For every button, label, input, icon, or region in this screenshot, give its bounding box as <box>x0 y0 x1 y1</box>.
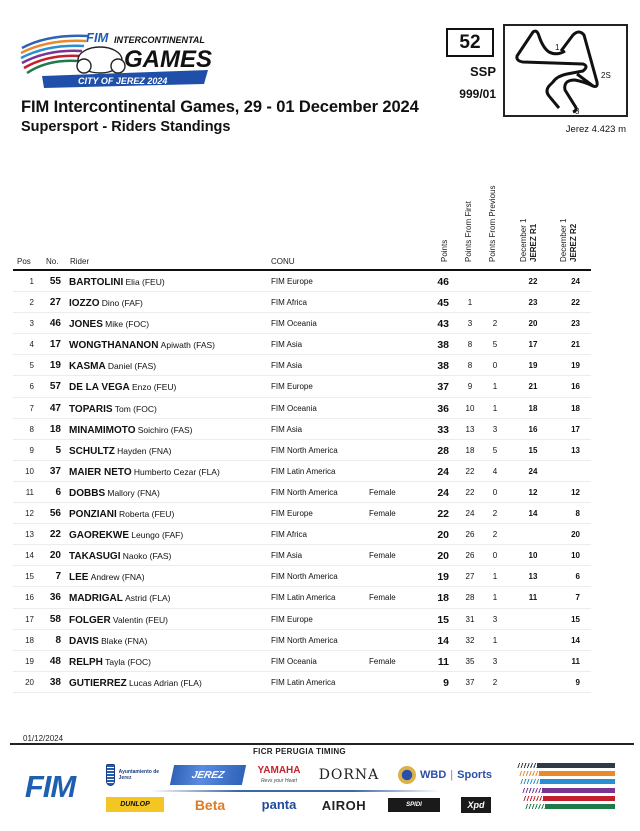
rider-last-name: JONES <box>69 319 103 331</box>
rider-first-name-federation: Roberta (FEU) <box>119 509 175 520</box>
row-points-from-previous: 3 <box>492 614 498 624</box>
table-row <box>13 440 591 461</box>
row-rider <box>69 467 220 478</box>
row-jerez-r2: 10 <box>571 551 580 561</box>
row-rider <box>69 530 183 541</box>
row-number: 38 <box>49 676 61 688</box>
row-points: 37 <box>437 381 449 394</box>
table-row <box>13 545 591 566</box>
row-points-from-first: 13 <box>465 424 475 434</box>
row-points: 38 <box>437 360 449 373</box>
row-points-from-first: 32 <box>465 635 475 645</box>
logo-fim-text: FIM <box>86 30 109 45</box>
row-points-from-first: 28 <box>465 593 475 603</box>
timing-provider: FICR PERUGIA TIMING <box>253 747 346 756</box>
row-position: 4 <box>29 340 34 350</box>
row-position: 20 <box>25 677 34 687</box>
row-conu: FIM Oceania <box>271 319 317 329</box>
row-rider <box>69 657 151 668</box>
row-rider <box>69 678 202 689</box>
row-jerez-r1: 23 <box>528 298 538 308</box>
row-points-from-first: 22 <box>465 466 475 476</box>
sponsor-panta: panta <box>261 797 297 812</box>
rider-first-name-federation: Hayden (FNA) <box>117 445 172 456</box>
table-row <box>13 651 591 672</box>
table-row <box>13 355 591 376</box>
row-jerez-r1: 18 <box>528 403 538 413</box>
row-jerez-r1: 12 <box>528 487 538 497</box>
row-points: 36 <box>437 402 449 415</box>
rider-last-name: SCHULTZ <box>69 445 115 457</box>
row-rider <box>69 572 145 583</box>
track-layout-icon <box>505 26 626 115</box>
row-points-from-previous: 4 <box>492 466 498 476</box>
rider-last-name: DE LA VEGA <box>69 382 130 394</box>
rider-first-name-federation: Blake (FNA) <box>101 635 148 646</box>
row-number: 56 <box>49 508 61 520</box>
row-jerez-r1: 13 <box>528 572 538 582</box>
table-row <box>13 271 591 292</box>
sponsor-dunlop: DUNLOP <box>106 797 164 812</box>
row-jerez-r2: 16 <box>571 382 580 392</box>
row-rider <box>69 488 160 499</box>
rider-first-name-federation: Mallory (FNA) <box>107 487 160 498</box>
row-points: 18 <box>437 592 449 605</box>
row-number: 27 <box>49 297 61 309</box>
sponsor-wbd-label: WBD <box>420 769 447 781</box>
row-jerez-r2: 9 <box>575 677 580 687</box>
row-points-from-previous: 0 <box>492 487 498 497</box>
row-jerez-r2: 12 <box>571 487 580 497</box>
sponsor-dorna: DORNA <box>318 767 380 783</box>
page-title: FIM Intercontinental Games, 29 - 01 December 2024 <box>21 98 419 116</box>
col-header-r1-name: JEREZ R1 <box>529 223 538 262</box>
row-category: Female <box>369 551 396 561</box>
rider-last-name: MAIER NETO <box>69 466 132 478</box>
row-points: 45 <box>437 297 449 310</box>
row-category: Female <box>369 509 396 519</box>
col-header-no: No. <box>46 257 59 266</box>
sponsor-yamaha-tagline: Revs your Heart <box>260 778 298 784</box>
row-jerez-r1: 11 <box>528 593 538 603</box>
row-points-from-previous: 2 <box>492 509 498 519</box>
rider-first-name-federation: Daniel (FAS) <box>107 361 157 372</box>
row-points-from-previous: 1 <box>492 382 498 392</box>
row-number: 58 <box>49 613 61 625</box>
row-category: Female <box>369 593 396 603</box>
row-points-from-previous: 0 <box>492 361 498 371</box>
games-logo-graphic <box>18 26 212 90</box>
table-row <box>13 376 591 397</box>
row-position: 16 <box>25 593 34 603</box>
row-rider <box>69 361 156 372</box>
color-stripe <box>523 796 615 801</box>
row-jerez-r2: 18 <box>571 403 580 413</box>
row-number: 20 <box>49 550 61 562</box>
row-position: 8 <box>29 424 34 434</box>
col-header-pos: Pos <box>17 257 31 266</box>
row-number: 37 <box>49 465 61 477</box>
rider-last-name: LEE <box>69 572 89 584</box>
row-points: 43 <box>437 318 449 331</box>
row-points-from-first: 26 <box>465 551 475 561</box>
turn-label-1: 1 <box>555 43 560 52</box>
row-conu: FIM North America <box>271 635 338 645</box>
row-points: 24 <box>437 465 449 478</box>
color-stripe <box>519 771 616 776</box>
row-rider <box>69 382 176 393</box>
row-points-from-previous: 2 <box>492 677 498 687</box>
row-points-from-first: 27 <box>465 572 475 582</box>
rider-first-name-federation: Soichiro (FAS) <box>137 424 193 435</box>
rider-last-name: TAKASUGI <box>69 551 121 563</box>
row-jerez-r2: 22 <box>571 298 580 308</box>
sponsor-circuito-jerez: JEREZ <box>170 765 246 785</box>
row-number: 18 <box>49 423 61 435</box>
row-category: Female <box>369 487 396 497</box>
row-rider <box>69 319 149 330</box>
sponsor-ayuntamiento <box>106 763 164 787</box>
logo-city-text: CITY OF JEREZ 2024 <box>78 76 168 86</box>
row-points-from-first: 35 <box>465 656 475 666</box>
track-length: Jerez 4.423 m <box>565 124 626 135</box>
rider-last-name: PONZIANI <box>69 509 117 521</box>
sponsor-separator <box>150 790 440 792</box>
row-points: 20 <box>437 550 449 563</box>
rider-first-name-federation: Enzo (FEU) <box>131 382 177 393</box>
row-rider <box>69 509 174 520</box>
row-rider <box>69 298 143 309</box>
row-number: 47 <box>49 402 61 414</box>
rider-last-name: GUTIERREZ <box>69 677 127 689</box>
row-conu: FIM North America <box>271 487 338 497</box>
table-row <box>13 587 591 608</box>
row-jerez-r2: 14 <box>571 635 580 645</box>
row-conu: FIM North America <box>271 572 338 582</box>
rider-last-name: KASMA <box>69 361 106 373</box>
standings-table <box>13 271 591 693</box>
row-points-from-previous: 2 <box>492 530 498 540</box>
color-stripe <box>517 763 615 768</box>
rider-last-name: RELPH <box>69 656 103 668</box>
row-conu: FIM Africa <box>271 298 308 308</box>
rider-first-name-federation: Tayla (FOC) <box>105 656 151 667</box>
row-category: Female <box>369 656 396 666</box>
row-points-from-previous: 5 <box>492 340 498 350</box>
row-points-from-previous: 1 <box>492 593 498 603</box>
row-conu: FIM Latin America <box>271 466 336 476</box>
row-conu: FIM Asia <box>271 361 303 371</box>
table-row <box>13 419 591 440</box>
row-conu: FIM Asia <box>271 424 303 434</box>
row-conu: FIM Asia <box>271 551 303 561</box>
row-points-from-previous: 2 <box>492 319 498 329</box>
row-position: 10 <box>25 466 34 476</box>
row-number: 17 <box>49 339 61 351</box>
class-label: SSP <box>469 64 496 79</box>
row-conu: FIM Europe <box>271 509 313 519</box>
continent-stripes <box>517 763 615 813</box>
sponsor-beta: Beta <box>194 796 226 813</box>
rider-last-name: MADRIGAL <box>69 593 123 605</box>
row-position: 2 <box>29 298 34 308</box>
rider-last-name: WONGTHANANON <box>69 340 159 352</box>
row-number: 36 <box>49 592 61 604</box>
row-conu: FIM North America <box>271 445 338 455</box>
rider-last-name: MINAMIMOTO <box>69 424 136 436</box>
rider-first-name-federation: Elia (FEU) <box>125 277 165 287</box>
table-row <box>13 334 591 355</box>
row-points: 22 <box>437 508 449 521</box>
row-conu: FIM Africa <box>271 530 308 540</box>
row-points-from-first: 31 <box>465 614 475 624</box>
row-conu: FIM Latin America <box>271 677 336 687</box>
row-number: 48 <box>49 655 61 667</box>
row-number: 5 <box>55 444 61 456</box>
col-header-points-from-previous: Points From Previous <box>488 185 497 262</box>
row-points-from-previous: 3 <box>492 424 498 434</box>
row-points: 15 <box>437 613 449 626</box>
row-number: 19 <box>49 360 61 372</box>
footer-date: 01/12/2024 <box>23 734 64 743</box>
color-stripe <box>522 788 616 793</box>
row-position: 12 <box>25 509 34 519</box>
row-points: 33 <box>437 423 449 436</box>
row-jerez-r1: 15 <box>528 445 538 455</box>
sponsor-yamaha-label: YAMAHA <box>257 765 301 776</box>
coat-of-arms-icon <box>106 764 115 786</box>
sponsor-airoh: AIROH <box>321 797 367 813</box>
row-position: 5 <box>29 361 34 371</box>
row-position: 11 <box>25 487 34 497</box>
row-number: 6 <box>55 486 61 498</box>
row-conu: FIM Oceania <box>271 403 317 413</box>
row-position: 6 <box>29 382 34 392</box>
turn-label-3: 3 <box>575 107 580 115</box>
row-conu: FIM Europe <box>271 277 313 286</box>
row-points-from-first: 18 <box>465 445 475 455</box>
sponsor-wbd-sports <box>398 764 492 786</box>
row-jerez-r1: 16 <box>528 424 538 434</box>
turn-label-2s: 2S <box>601 71 611 80</box>
table-row <box>13 609 591 630</box>
row-jerez-r1: 24 <box>528 466 538 476</box>
event-logo <box>18 26 212 90</box>
row-points-from-first: 9 <box>467 382 473 392</box>
table-row <box>13 503 591 524</box>
row-position: 14 <box>25 551 34 561</box>
row-position: 17 <box>25 614 34 624</box>
row-conu: FIM Latin America <box>271 593 336 603</box>
row-position: 3 <box>29 319 34 329</box>
rider-first-name-federation: Tom (FOC) <box>114 403 157 414</box>
row-number: 55 <box>49 276 61 287</box>
table-row <box>13 524 591 545</box>
row-number: 8 <box>55 634 61 646</box>
row-jerez-r1: 14 <box>528 509 538 519</box>
rider-last-name: BARTOLINI <box>69 277 124 288</box>
rider-last-name: IOZZO <box>69 298 100 310</box>
row-points-from-first: 3 <box>467 319 473 329</box>
row-position: 9 <box>29 445 34 455</box>
race-number-box: 52 <box>446 28 494 57</box>
row-points-from-first: 8 <box>467 340 473 350</box>
row-points: 20 <box>437 529 449 542</box>
rider-first-name-federation: Valentin (FEU) <box>112 614 169 625</box>
row-points-from-first: 10 <box>465 403 475 413</box>
col-header-rider: Rider <box>70 257 90 266</box>
row-jerez-r1: 17 <box>528 340 538 350</box>
row-jerez-r2: 7 <box>575 593 580 603</box>
col-header-r2-date: December 1 <box>559 218 568 262</box>
row-points-from-first: 37 <box>465 677 475 687</box>
row-conu: FIM Europe <box>271 382 313 392</box>
row-points: 38 <box>437 339 449 352</box>
rider-first-name-federation: Astrid (FLA) <box>125 593 171 604</box>
row-jerez-r2: 24 <box>571 277 580 286</box>
col-header-r2-name: JEREZ R2 <box>569 223 578 262</box>
fim-logo: FIM <box>24 769 76 804</box>
footer-divider <box>10 743 634 745</box>
sponsor-wbd-sports-label: Sports <box>457 769 492 781</box>
row-points: 46 <box>437 276 449 288</box>
row-rider <box>69 551 171 562</box>
table-row <box>13 566 591 587</box>
row-number: 57 <box>49 381 61 393</box>
row-points: 19 <box>437 571 449 584</box>
document-code: 999/01 <box>459 87 496 101</box>
row-points-from-first: 1 <box>467 298 473 308</box>
col-header-r1-date: December 1 <box>519 218 528 262</box>
table-row <box>13 461 591 482</box>
row-jerez-r2: 8 <box>575 509 580 519</box>
row-jerez-r2: 19 <box>571 361 580 371</box>
row-position: 1 <box>29 277 34 286</box>
rider-first-name-federation: Apiwath (FAS) <box>160 340 215 351</box>
page-subtitle: Supersport - Riders Standings <box>21 119 231 135</box>
table-row <box>13 630 591 651</box>
row-rider <box>69 593 170 604</box>
rider-last-name: GAOREKWE <box>69 530 129 542</box>
rider-first-name-federation: Humberto Cezar (FLA) <box>133 466 220 477</box>
table-row <box>13 398 591 419</box>
row-conu: FIM Oceania <box>271 656 317 666</box>
row-points-from-previous: 1 <box>492 572 498 582</box>
row-jerez-r1: 19 <box>528 361 538 371</box>
logo-intercontinental-text: INTERCONTINENTAL <box>114 35 205 45</box>
row-points-from-first: 24 <box>465 509 475 519</box>
rider-last-name: TOPARIS <box>69 403 113 415</box>
row-rider <box>69 404 157 415</box>
row-points: 28 <box>437 444 449 457</box>
row-rider <box>69 615 168 626</box>
row-position: 13 <box>25 530 34 540</box>
row-jerez-r1: 10 <box>528 551 538 561</box>
row-points-from-first: 8 <box>467 361 473 371</box>
row-points: 14 <box>437 634 449 647</box>
col-header-conu: CONU <box>271 257 295 266</box>
sponsor-yamaha <box>252 765 306 787</box>
track-map <box>503 24 628 117</box>
col-header-points: Points <box>440 239 449 262</box>
row-jerez-r2: 23 <box>571 319 580 329</box>
row-jerez-r2: 21 <box>571 340 580 350</box>
row-points-from-previous: 0 <box>492 551 498 561</box>
row-jerez-r1: 20 <box>528 319 538 329</box>
row-number: 7 <box>55 571 61 583</box>
sponsor-spidi: SPIDI <box>388 798 440 812</box>
row-number: 22 <box>49 529 61 541</box>
color-stripe <box>520 779 615 784</box>
rider-last-name: DAVIS <box>69 635 99 647</box>
row-jerez-r2: 6 <box>575 572 580 582</box>
row-rider <box>69 340 215 351</box>
rider-first-name-federation: Leungo (FAF) <box>131 530 184 541</box>
row-position: 15 <box>25 572 34 582</box>
row-position: 7 <box>29 403 34 413</box>
logo-games-text: GAMES <box>124 46 212 73</box>
sponsor-ayuntamiento-label: Ayuntamiento de Jerez <box>118 769 160 781</box>
sponsor-wbd-separator: | <box>450 769 454 781</box>
row-position: 19 <box>25 656 34 666</box>
rider-last-name: FOLGER <box>69 614 111 626</box>
row-jerez-r1: 21 <box>528 382 538 392</box>
rider-first-name-federation: Naoko (FAS) <box>122 551 172 562</box>
rider-first-name-federation: Andrew (FNA) <box>90 572 145 583</box>
row-rider <box>69 425 193 436</box>
row-position: 18 <box>25 635 34 645</box>
rider-first-name-federation: Dino (FAF) <box>101 298 143 309</box>
table-row <box>13 313 591 334</box>
row-rider <box>69 446 171 457</box>
row-conu: FIM Europe <box>271 614 313 624</box>
row-rider <box>69 636 147 647</box>
row-points-from-first: 26 <box>465 530 475 540</box>
table-row <box>13 672 591 693</box>
row-points-from-previous: 5 <box>492 445 498 455</box>
color-stripe <box>525 804 616 809</box>
row-points: 9 <box>443 676 449 689</box>
row-points-from-previous: 3 <box>492 656 498 666</box>
row-points-from-previous: 1 <box>492 403 498 413</box>
row-conu: FIM Asia <box>271 340 303 350</box>
row-number: 46 <box>49 318 61 330</box>
row-jerez-r2: 11 <box>571 656 580 666</box>
row-points: 24 <box>437 486 449 499</box>
col-header-points-from-first: Points From First <box>464 201 473 262</box>
row-points: 11 <box>437 655 449 668</box>
rider-last-name: DOBBS <box>69 487 106 499</box>
sponsor-xpd: Xpd <box>461 797 491 813</box>
row-points-from-first: 22 <box>465 487 475 497</box>
row-jerez-r2: 15 <box>571 614 580 624</box>
row-points-from-previous: 1 <box>492 635 498 645</box>
rider-first-name-federation: Mike (FOC) <box>105 319 150 330</box>
row-jerez-r2: 20 <box>571 530 580 540</box>
rider-first-name-federation: Lucas Adrian (FLA) <box>129 677 202 688</box>
table-row <box>13 482 591 503</box>
row-jerez-r2: 17 <box>571 424 580 434</box>
table-row <box>13 292 591 313</box>
wb-shield-icon <box>398 766 416 784</box>
row-rider <box>69 277 165 288</box>
row-jerez-r2: 13 <box>571 445 580 455</box>
row-jerez-r1: 22 <box>528 277 538 286</box>
